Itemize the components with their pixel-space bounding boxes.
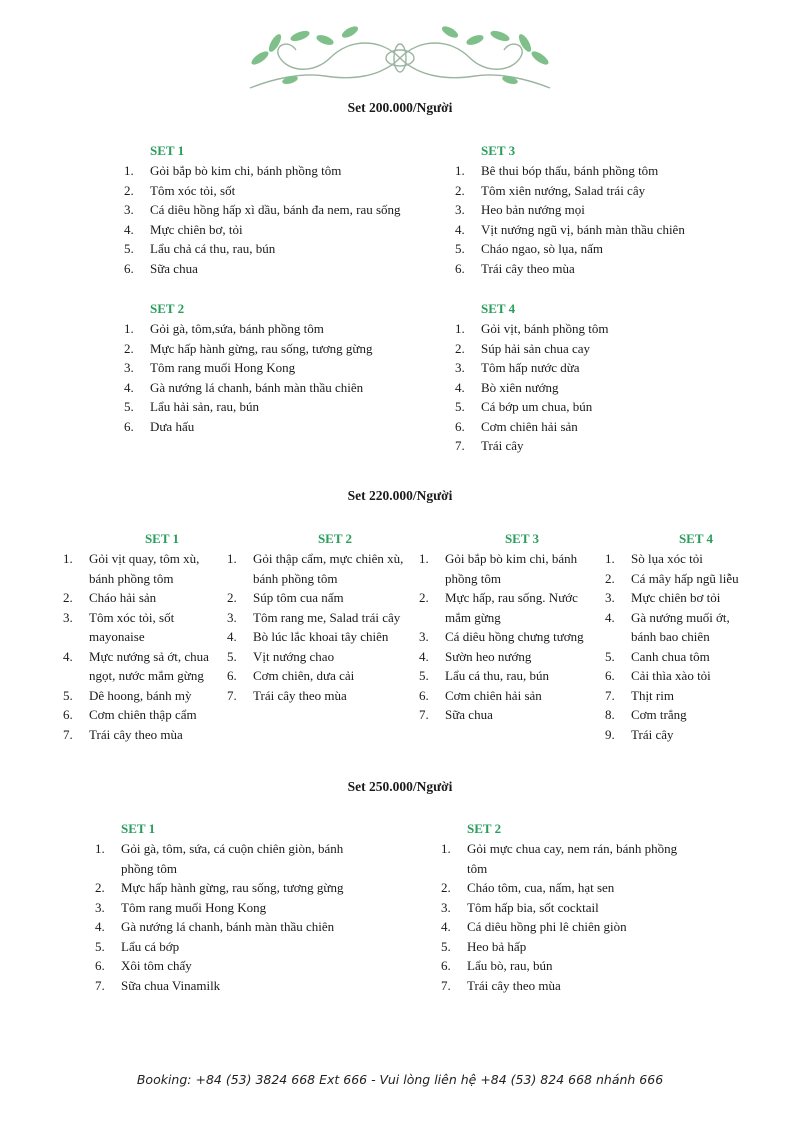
menu-item: [455, 161, 771, 181]
menu-item-text: Bò lúc lắc khoai tây chiên: [253, 629, 389, 644]
menu-item-number: 6.: [441, 958, 451, 973]
menu-item-number: 6.: [95, 958, 105, 973]
menu-item: [124, 259, 440, 279]
menu-item: [441, 917, 767, 937]
menu-item-number: 3.: [605, 590, 615, 605]
menu-item-number: 3.: [419, 629, 429, 644]
menu-item: [124, 417, 440, 437]
menu-item-text: Thịt rim: [631, 687, 674, 703]
menu-item-number: 3.: [441, 899, 451, 915]
menu-item-number: 1.: [124, 321, 134, 336]
menu-list: [455, 161, 771, 278]
menu-item: [227, 686, 418, 706]
menu-list: [124, 161, 440, 278]
menu-item-number: 5.: [605, 648, 615, 664]
menu-item-number: 1.: [63, 551, 73, 566]
menu-item-text: mắm gừng: [445, 609, 501, 625]
menu-item-text: Cháo tôm, cua, nấm, hạt sen: [467, 880, 615, 895]
menu-item: [455, 436, 771, 456]
menu-item: [124, 319, 440, 339]
menu-item-text: Cơm chiên, dưa cải: [253, 668, 355, 683]
menu-item-number: 1.: [124, 163, 134, 178]
menu-item-text: Gỏi vịt, bánh phồng tôm: [481, 321, 609, 336]
menu-item: [63, 686, 224, 706]
menu-item-number: 4.: [605, 609, 615, 625]
menu-item-text: Gỏi gà, tôm, sứa, cá cuộn chiên giòn, bánh: [121, 841, 344, 856]
menu-item: [95, 976, 421, 996]
menu-list: [455, 319, 771, 456]
menu-item-text: Cải thìa xào tỏi: [631, 668, 711, 683]
menu-item-text: Tôm hấp nước dừa: [481, 360, 580, 375]
menu-item: [441, 839, 767, 878]
menu-item-number: 4.: [455, 221, 465, 237]
menu-item-number: 2.: [124, 340, 134, 356]
menu-item-text: Súp tôm cua nấm: [253, 590, 344, 605]
floral-ornament: [230, 18, 570, 98]
menu-item-number: 6.: [227, 668, 237, 683]
menu-item-text: Lẩu cá bớp: [121, 938, 180, 954]
menu-item-text: Tôm xóc tỏi, sốt: [89, 609, 175, 625]
menu-item-number: 2.: [95, 880, 105, 895]
menu-item: [441, 898, 767, 918]
menu-item-number: 5.: [95, 938, 105, 954]
set-title: SET 3: [504, 531, 540, 546]
menu-item-text: Mực hấp hành gừng, rau sống, tương gừng: [150, 340, 373, 356]
menu-item-number: 6.: [124, 418, 134, 434]
menu-item: [605, 705, 791, 725]
menu-item: [63, 549, 224, 588]
menu-item: [455, 181, 771, 201]
menu-item-text: Gỏi bắp bò kim chi, bánh phồng tôm: [150, 163, 342, 178]
menu-item: [63, 647, 224, 686]
menu-item-text: Tôm xóc tỏi, sốt: [150, 182, 236, 198]
menu-item: [227, 627, 418, 647]
menu-item-number: 5.: [455, 399, 465, 414]
menu-item-text: Sữa chua: [150, 260, 198, 276]
menu-item-number: 4.: [419, 648, 429, 664]
menu-item: [455, 200, 771, 220]
menu-item: [441, 956, 767, 976]
menu-item-text: Trái cây: [631, 726, 674, 742]
menu-item: [124, 181, 440, 201]
menu-item: [455, 417, 771, 437]
menu-item-text: Cơm trắng: [631, 707, 687, 722]
menu-item-text: Dê hoong, bánh mỳ: [89, 687, 192, 703]
menu-item: [124, 358, 440, 378]
menu-item-number: 8.: [605, 707, 615, 722]
menu-item-text: bánh phồng tôm: [89, 570, 174, 586]
menu-item-text: tôm: [467, 860, 488, 876]
set-title: SET 1: [150, 143, 185, 158]
menu-item-text: Cơm chiên hải sản: [481, 418, 578, 434]
menu-item-text: Vịt nướng ngũ vị, bánh màn thầu chiên: [481, 221, 685, 237]
menu-item: [124, 239, 440, 259]
menu-item: [455, 378, 771, 398]
menu-item: [63, 608, 224, 647]
menu-item: [441, 937, 767, 957]
menu-item: [605, 686, 791, 706]
menu-item-number: 2.: [441, 880, 451, 895]
menu-item: [419, 549, 600, 588]
menu-item-number: 2.: [455, 182, 465, 198]
menu-item-number: 3.: [95, 899, 105, 915]
set-title: SET 1: [121, 821, 156, 836]
menu-item-text: Dưa hấu: [150, 418, 195, 434]
menu-item-number: 5.: [63, 687, 73, 703]
menu-item: [455, 239, 771, 259]
menu-item: [124, 378, 440, 398]
menu-item: [63, 725, 224, 745]
menu-item: [455, 319, 771, 339]
menu-item-text: Mực nướng sả ớt, chua: [89, 648, 209, 664]
set-title: SET 3: [481, 143, 516, 158]
menu-item-text: Heo bản nướng mọi: [481, 202, 585, 217]
menu-item-text: Trái cây theo mùa: [253, 687, 347, 703]
menu-item-number: 1.: [441, 841, 451, 856]
menu-item-number: 3.: [124, 202, 134, 217]
menu-item-number: 3.: [63, 609, 73, 625]
menu-item-number: 3.: [455, 202, 465, 217]
menu-item: [95, 917, 421, 937]
menu-item-number: 4.: [441, 919, 451, 934]
menu-item: [419, 588, 600, 627]
menu-item-number: 5.: [419, 668, 429, 683]
menu-item-text: Gà nướng muối ớt,: [631, 609, 730, 625]
menu-item: [605, 666, 791, 686]
menu-item: [95, 898, 421, 918]
menu-item-text: Trái cây theo mùa: [89, 726, 183, 742]
menu-item: [227, 588, 418, 608]
menu-item-number: 6.: [455, 418, 465, 434]
menu-item: [605, 608, 791, 647]
menu-item-text: Mực chiên bơ tỏi: [631, 590, 721, 605]
menu-item-text: Sữa chua: [445, 707, 493, 722]
menu-item: [227, 647, 418, 667]
menu-item-text: Bò xiên nướng: [481, 379, 559, 395]
set-title: SET 4: [678, 531, 714, 546]
menu-item-number: 5.: [124, 399, 134, 414]
menu-item-number: 6.: [63, 707, 73, 722]
menu-item: [455, 259, 771, 279]
menu-item: [419, 705, 600, 725]
menu-item-number: 4.: [124, 221, 134, 237]
menu-item: [95, 878, 421, 898]
menu-item-text: Tôm hấp bia, sốt cocktail: [467, 899, 599, 915]
menu-item-number: 6.: [124, 260, 134, 276]
menu-item: [419, 647, 600, 667]
menu-item: [419, 686, 600, 706]
section-heading-220k: Set 220.000/Người: [347, 488, 453, 503]
menu-list: [227, 549, 418, 705]
menu-item-number: 2.: [455, 340, 465, 356]
menu-item-number: 4.: [124, 379, 134, 395]
menu-item: [441, 976, 767, 996]
menu-item-text: Lẩu chả cá thu, rau, bún: [150, 241, 276, 256]
menu-item: [605, 725, 791, 745]
menu-item-number: 2.: [419, 590, 429, 605]
menu-item: [95, 956, 421, 976]
menu-item-number: 1.: [227, 551, 237, 566]
menu-item-text: Mực hấp, rau sống. Nước: [445, 590, 578, 605]
menu-item-text: Trái cây theo mùa: [481, 260, 575, 276]
menu-item-text: Cá diêu hồng phi lê chiên giòn: [467, 919, 627, 934]
set-title: SET 2: [467, 821, 502, 836]
menu-item-text: Lẩu bò, rau, bún: [467, 958, 553, 973]
menu-item-number: 7.: [227, 687, 237, 703]
menu-item-text: ngọt, nước mắm gừng: [89, 668, 204, 683]
menu-item: [441, 878, 767, 898]
menu-item-text: Sò lụa xóc tỏi: [631, 551, 703, 566]
menu-item-text: Gỏi vịt quay, tôm xù,: [89, 551, 200, 566]
menu-item-number: 6.: [455, 260, 465, 276]
menu-item-number: 4.: [63, 648, 73, 664]
menu-item-number: 2.: [605, 570, 615, 586]
menu-item-text: Tôm rang muối Hong Kong: [121, 899, 267, 915]
menu-item-number: 5.: [455, 241, 465, 256]
menu-item: [63, 705, 224, 725]
menu-item-text: Cơm chiên hải sản: [445, 687, 542, 703]
menu-item-number: 4.: [227, 629, 237, 644]
menu-item-text: Cháo ngao, sò lụa, nấm: [481, 241, 604, 256]
menu-item-text: phồng tôm: [445, 570, 501, 586]
menu-item-number: 7.: [95, 977, 105, 993]
menu-list: [441, 839, 767, 995]
menu-item: [455, 358, 771, 378]
menu-item-number: 6.: [419, 687, 429, 703]
menu-item-text: Gà nướng lá chanh, bánh màn thầu chiên: [121, 919, 335, 934]
menu-item-text: Mực hấp hành gừng, rau sống, tương gừng: [121, 880, 344, 895]
menu-item-text: Cơm chiên thập cẩm: [89, 707, 197, 722]
menu-list: [419, 549, 600, 725]
menu-item: [455, 220, 771, 240]
menu-item-number: 7.: [441, 977, 451, 993]
menu-item: [605, 588, 791, 608]
menu-item-text: Lẩu hải sản, rau, bún: [150, 399, 260, 414]
menu-item: [605, 647, 791, 667]
menu-item-number: 1.: [95, 841, 105, 856]
menu-item: [227, 666, 418, 686]
menu-item-text: Cá diêu hồng chưng tương: [445, 629, 584, 644]
menu-item-number: 1.: [455, 163, 465, 178]
menu-item-number: 2.: [124, 182, 134, 198]
menu-item: [227, 549, 418, 588]
menu-item-text: Cháo hải sản: [89, 590, 157, 605]
menu-item-text: Heo bả hấp: [467, 938, 527, 954]
menu-item-number: 3.: [227, 609, 237, 625]
menu-item-text: Mực chiên bơ, tỏi: [150, 221, 243, 237]
menu-item-text: Tôm rang me, Salad trái cây: [253, 609, 401, 625]
menu-item-text: Gà nướng lá chanh, bánh màn thầu chiên: [150, 379, 364, 395]
menu-item-text: Sườn heo nướng: [445, 648, 532, 664]
section-heading-200k: Set 200.000/Người: [347, 100, 453, 115]
menu-item-text: Gỏi thập cẩm, mực chiên xù,: [253, 551, 404, 566]
menu-item-text: Tôm rang muối Hong Kong: [150, 360, 296, 375]
menu-item-number: 1.: [419, 551, 429, 566]
menu-item: [124, 220, 440, 240]
set-title: SET 2: [150, 301, 185, 316]
set-title: SET 2: [317, 531, 353, 546]
menu-item-text: bánh bao chiên: [631, 629, 710, 644]
menu-list: [63, 549, 224, 744]
menu-item-number: 1.: [605, 551, 615, 566]
menu-item-text: Trái cây theo mùa: [467, 977, 561, 993]
menu-item: [227, 608, 418, 628]
menu-item: [124, 339, 440, 359]
menu-item-number: 4.: [455, 379, 465, 395]
menu-item: [419, 666, 600, 686]
menu-item: [63, 588, 224, 608]
menu-item-number: 7.: [419, 707, 429, 722]
menu-item-number: 1.: [455, 321, 465, 336]
menu-item-text: Lẩu cá thu, rau, bún: [445, 668, 549, 683]
menu-item: [455, 339, 771, 359]
menu-item-text: Gỏi mực chua cay, nem rán, bánh phồng: [467, 841, 678, 856]
menu-item: [455, 397, 771, 417]
menu-list: [605, 549, 791, 744]
menu-item-text: Súp hải sản chua cay: [481, 340, 591, 356]
menu-item: [419, 627, 600, 647]
menu-item-text: Gỏi gà, tôm,sứa, bánh phồng tôm: [150, 321, 324, 336]
menu-item-text: Cá diêu hồng hấp xì dầu, bánh đa nem, rau sống: [150, 202, 401, 217]
menu-item-text: Bê thui bóp thấu, bánh phồng tôm: [481, 163, 659, 178]
menu-item-text: Trái cây: [481, 438, 524, 453]
menu-item-text: Cá mây hấp ngũ liễu: [631, 570, 739, 586]
menu-item-text: phồng tôm: [121, 860, 177, 876]
menu-item-text: Cá bớp um chua, bún: [481, 399, 593, 414]
menu-item-text: Tôm xiên nướng, Salad trái cây: [481, 182, 646, 198]
set-title: SET 1: [144, 531, 180, 546]
menu-item-number: 3.: [455, 360, 465, 375]
menu-item: [124, 161, 440, 181]
menu-item-number: 7.: [605, 687, 615, 703]
section-heading-250k: Set 250.000/Người: [347, 779, 453, 794]
menu-item-number: 6.: [605, 668, 615, 683]
menu-item-number: 5.: [227, 648, 237, 664]
set-title: SET 4: [481, 301, 516, 316]
menu-list: [95, 839, 421, 995]
menu-list: [124, 319, 440, 436]
menu-item-number: 5.: [124, 241, 134, 256]
menu-item-number: 7.: [63, 726, 73, 742]
menu-item-text: mayonaise: [89, 629, 145, 644]
menu-item-text: Sữa chua Vinamilk: [121, 977, 221, 993]
menu-item: [95, 839, 421, 878]
menu-item-number: 7.: [455, 438, 465, 453]
menu-item-text: Gỏi bắp bò kim chi, bánh: [445, 551, 578, 566]
menu-item: [124, 397, 440, 417]
menu-item-number: 4.: [95, 919, 105, 934]
menu-item-text: Xôi tôm chấy: [121, 958, 192, 973]
menu-item: [605, 549, 791, 569]
menu-item-number: 2.: [63, 590, 73, 605]
menu-item-text: Vịt nướng chao: [253, 648, 335, 664]
menu-item-number: 3.: [124, 360, 134, 375]
booking-footer: Booking: +84 (53) 3824 668 Ext 666 - Vui lòng liên hệ +84 (53) 824 668 nhánh 666: [136, 1072, 664, 1087]
menu-item-number: 9.: [605, 726, 615, 742]
menu-item-number: 5.: [441, 938, 451, 954]
menu-item-text: bánh phồng tôm: [253, 570, 338, 586]
menu-item: [605, 569, 791, 589]
menu-item: [95, 937, 421, 957]
menu-item-text: Canh chua tôm: [631, 648, 710, 664]
menu-item-number: 2.: [227, 590, 237, 605]
menu-item: [124, 200, 440, 220]
